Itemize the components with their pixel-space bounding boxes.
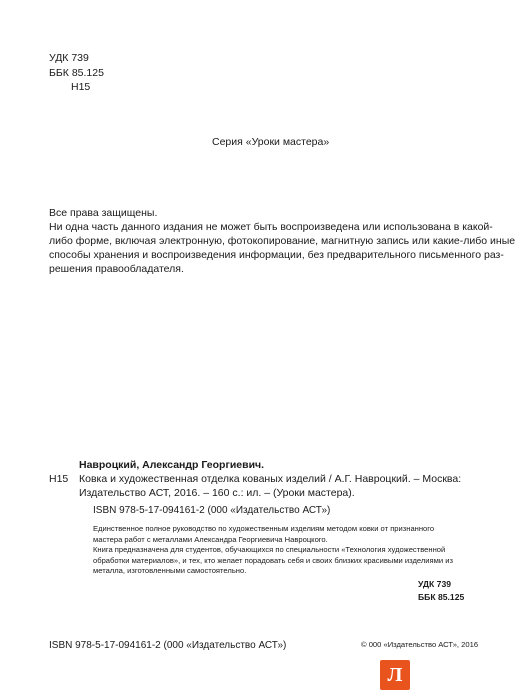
- catalog-title-line: Ковка и художественная отделка кованых изделий / А.Г. Навроцкий. – Москва:: [79, 473, 462, 485]
- annotation-line: мастера работ с металлами Александра Георгиевича Навроцкого.: [93, 534, 328, 544]
- rights-line: решения правообладателя.: [49, 263, 184, 275]
- annotation-line: металла, изготовленными самостоятельно.: [93, 566, 247, 576]
- catalog-title-line: Издательство АСТ, 2016. – 160 с.: ил. – (Уроки мастера).: [79, 487, 355, 499]
- rights-notice: [49, 206, 515, 276]
- annotation-line: Книга предназначена для студентов, обучающихся по специальности «Технология художественной: [93, 545, 446, 555]
- publisher-logo: [380, 660, 410, 690]
- catalog-bbk: ББК 85.125: [418, 592, 465, 602]
- catalog-mark: Н15: [49, 473, 69, 485]
- annotation-line: обработки материалов», и тех, кто желает порадовать себя и своих близких красивыми изделиями из: [93, 555, 453, 565]
- rights-line: либо форме, включая электронную, фотокопирование, магнитную запись или какие-либо иные: [49, 235, 516, 247]
- rights-line: Ни одна часть данного издания не может быть воспроизведена или использована в какой-: [49, 221, 493, 233]
- catalog-isbn: ISBN 978-5-17-094161-2 (000 «Издательство АСТ»): [93, 505, 331, 516]
- catalog-title: [79, 472, 461, 500]
- udk-code: УДК 739: [49, 52, 89, 64]
- footer-isbn: ISBN 978-5-17-094161-2 (000 «Издательство АСТ»): [49, 640, 287, 651]
- rights-line: Все права защищены.: [49, 207, 158, 219]
- catalog-annotation: [93, 524, 453, 577]
- annotation-line: Единственное полное руководство по художественным изделиям методом ковки от признанного: [93, 524, 435, 533]
- series-title: Серия «Уроки мастера»: [212, 136, 330, 148]
- logo-letter: Л: [387, 664, 403, 686]
- author-mark: Н15: [71, 81, 91, 93]
- rights-line: способы хранения и воспроизведения информации, без предварительного письменного раз-: [49, 249, 504, 261]
- bbk-code: ББК 85.125: [49, 67, 104, 79]
- catalog-udk: УДК 739: [418, 579, 452, 589]
- catalog-author: Навроцкий, Александр Георгиевич.: [79, 459, 265, 471]
- footer-copyright: © 000 «Издательство АСТ», 2016: [361, 640, 479, 649]
